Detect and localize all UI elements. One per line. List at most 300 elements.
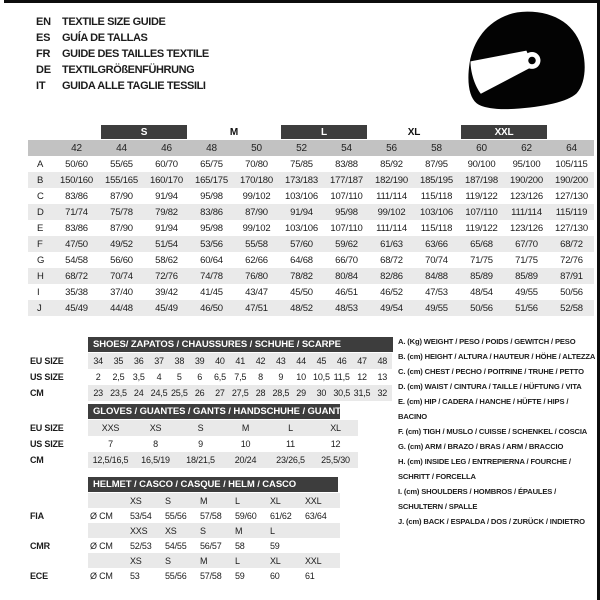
helmet-size-letter-cell: L [270,525,275,536]
size-cell: 27 [215,388,225,398]
helmet-size-letter-cell: XS [130,495,142,506]
size-group-cell [279,124,369,140]
helmet-size-cell: 59 [270,540,280,551]
helmet-size-cell: 53 [130,570,140,581]
legend-item: B. (cm) HEIGHT / ALTURA / HAUTEUR / HÖHE / ALTEZZA [398,352,596,361]
size-cell: 20/24 [234,455,257,465]
measurement-cell: 43/47 [245,286,268,298]
size-number-cell: 54 [341,142,352,154]
measurement-cell: 49/52 [110,238,133,250]
measurement-cell: 68/72 [380,254,403,266]
language-code: DE [36,64,51,76]
measurement-cell: 49/54 [380,302,403,314]
size-row [30,436,358,452]
measurement-cell: 190/200 [555,174,588,186]
row-cells [88,353,392,369]
size-cell: 2 [95,372,101,382]
helmet-size-cell: 56/57 [200,540,222,551]
measurement-cell: 41/45 [200,286,223,298]
size-cell: 37 [154,356,164,366]
measurement-cell: 61/63 [380,238,403,250]
measurement-cell: 83/86 [65,222,88,234]
size-group-bar: L [281,125,367,139]
size-cell: 24 [133,388,144,398]
standard-label: ECE [30,570,48,581]
size-cell: 39 [194,356,205,366]
gloves-table-title: GLOVES / GUANTES / GANTS / HANDSCHUHE / GUANTI [88,404,340,419]
measurement-cell: 70/80 [245,158,268,170]
measurement-cell: 59/62 [335,238,358,250]
measurement-cell: 83/86 [65,190,88,202]
measurement-cell: 52/58 [560,302,583,314]
size-cell: 4 [156,372,162,382]
size-cell: XL [330,423,341,433]
row-cells [88,523,340,538]
size-cell: 16,5/19 [141,455,170,465]
measurement-cell: 103/106 [285,190,318,202]
measurement-cell: 85/89 [515,270,538,282]
size-cell: 48 [377,356,388,366]
size-number-cell: 60 [476,142,487,154]
helmet-size-cell: 59 [235,570,245,581]
size-cell: 31,5 [353,388,371,398]
measurement-cell: 45/49 [155,302,178,314]
helmet-size-cell: 54/55 [165,540,187,551]
size-cell: 26 [194,388,205,398]
textile-group-row [28,124,594,140]
size-group-label: XL [407,126,421,138]
helmet-size-letter-cell: L [235,495,240,506]
size-cell: 3,5 [132,372,145,382]
size-cell: 45 [316,356,327,366]
measurement-cell: 48/52 [290,302,313,314]
measurement-cell: 107/110 [330,222,363,234]
size-cell: 24,5 [150,388,168,398]
legend-item: D. (cm) WAIST / CINTURA / TAILLE / HÜFTUNG / VITA [398,382,582,391]
measurement-cell: 91/94 [290,206,313,218]
measurement-legend [398,334,596,529]
row-label: CM [30,388,44,398]
guide-title: TEXTILGRÖßENFÜHRUNG [62,64,195,76]
size-row [30,452,358,468]
row-label: EU SIZE [30,423,64,433]
measurement-cell: 91/94 [155,190,178,202]
shoes-table-title: SHOES/ ZAPATOS / CHAUSSURES / SCHUHE / SCARPE [88,337,393,352]
measurement-cell: 66/70 [335,254,358,266]
size-cell: 46 [336,356,347,366]
measurement-cell: 72/76 [560,254,583,266]
measurement-cell: 55/65 [110,158,133,170]
measurement-cell: 115/118 [420,222,453,234]
measurement-cell: 85/92 [380,158,403,170]
measurement-cell: 155/165 [105,174,138,186]
size-number-cell: 42 [71,142,82,154]
measurement-cell: 45/49 [65,302,88,314]
measurement-cell: 68/72 [560,238,583,250]
size-cell: 28 [255,388,266,398]
helmet-size-letter-cell: M [200,555,208,566]
size-cell: 36 [133,356,144,366]
measurement-cell: 99/102 [242,222,271,234]
helmet-size-cell: 60 [270,570,280,581]
language-code: EN [36,16,51,28]
measurement-cell: 87/90 [110,222,133,234]
measurement-cell: 35/38 [65,286,88,298]
measurement-cell: 80/84 [335,270,358,282]
measurement-cell: 75/85 [290,158,313,170]
measurement-cell: 182/190 [375,174,408,186]
diameter-cm-label: Ø CM [90,540,113,551]
row-label-spacer [30,523,88,538]
size-cell: 41 [235,356,246,366]
size-group-bar: XXL [461,125,547,139]
measurement-cell: 95/100 [512,158,541,170]
standard-label: CMR [30,540,50,551]
helmet-size-cell: 55/56 [165,510,187,521]
legend-item: H. (cm) INSIDE LEG / ENTREPIERNA / FOURCHE / SCHRITT / FORCELLA [398,457,571,481]
guide-title: GUIDE DES TAILLES TEXTILE [62,48,209,60]
measurement-cell: 111/114 [511,206,542,218]
measurement-cell: 45/50 [290,286,313,298]
measurement-cell: 127/130 [555,190,588,202]
measurement-cell: 103/106 [285,222,318,234]
measurement-row-letter: J [37,302,42,314]
measurement-cell: 190/200 [510,174,543,186]
row-label-spacer [30,553,88,568]
measurement-cell: 170/180 [240,174,273,186]
measurement-cell: 46/51 [335,286,358,298]
legend-item: E. (cm) HIP / CADERA / HANCHE / HÜFTE / HIPS / BACINO [398,397,569,421]
measurement-cell: 173/183 [285,174,318,186]
size-cell: 23/26,5 [276,455,305,465]
row-cells [88,369,392,385]
measurement-cell: 107/110 [465,206,498,218]
row-label: US SIZE [30,372,64,382]
row-cells [88,568,340,583]
size-cell: 18/21,5 [186,455,215,465]
measurement-cell: 95/98 [200,190,223,202]
measurement-cell: 50/56 [470,302,493,314]
measurement-cell: 51/54 [155,238,178,250]
language-row [36,46,209,62]
size-group-cell [549,124,594,140]
size-cell: 28,5 [272,388,290,398]
measurement-cell: 67/70 [515,238,538,250]
size-cell: 43 [276,356,286,366]
measurement-cell: 57/60 [290,238,313,250]
measurement-cell: 87/90 [110,190,133,202]
size-cell: 12 [357,372,367,382]
size-number-cell: 50 [251,142,262,154]
row-cells [88,385,392,401]
helmet-size-letter-row [30,493,340,508]
measurement-cell: 47/53 [425,286,448,298]
measurement-row-letter: G [37,254,45,266]
measurement-cell: 48/53 [335,302,358,314]
measurement-cell: 71/74 [65,206,88,218]
row-cells [88,420,358,436]
helmet-size-table [30,477,340,583]
measurement-cell: 49/55 [425,302,448,314]
measurement-row-letter: A [37,158,44,170]
measurement-cell: 111/114 [376,190,407,202]
measurement-cell: 47/51 [245,302,268,314]
helmet-size-letter-cell: XXL [305,555,322,566]
measurement-cell: 83/88 [335,158,358,170]
helmet-size-cell: 63/64 [305,510,327,521]
helmet-size-letter-row [30,553,340,568]
measurement-cell: 46/52 [380,286,403,298]
language-row [36,78,209,94]
helmet-size-letter-cell [305,523,340,538]
measurement-cell: 56/60 [110,254,133,266]
measurement-cell: 72/76 [155,270,178,282]
measurement-cell: 37/40 [110,286,133,298]
helmet-size-letter-cell: XL [270,555,281,566]
size-cell: 32 [377,388,388,398]
measurement-cell: 50/60 [65,158,88,170]
measurement-cell: 185/195 [420,174,453,186]
measurement-row-letter: B [37,174,44,186]
measurement-cell: 99/102 [242,190,271,202]
measurement-cell: 84/88 [425,270,448,282]
legend-item: G. (cm) ARM / BRAZO / BRAS / ARM / BRACCIO [398,442,564,451]
size-group-bar: S [101,125,187,139]
helmet-size-cell: 57/58 [200,510,222,521]
row-cells [88,538,340,553]
textile-measurement-row [28,156,594,172]
size-number-cell: 64 [566,142,577,154]
size-cell: 38 [174,356,185,366]
measurement-cell: 71/75 [470,254,493,266]
guide-title: GUÍA DE TALLAS [62,32,148,44]
row-label: EU SIZE [30,356,64,366]
measurement-cell: 123/126 [510,222,543,234]
size-cell: 6 [197,372,203,382]
helmet-size-cell: 61/62 [270,510,292,521]
measurement-cell: 79/82 [155,206,178,218]
measurement-cell: 85/89 [470,270,493,282]
textile-size-header-row [28,140,594,156]
size-number-cell: 62 [521,142,532,154]
size-cell: M [241,423,250,433]
helmet-standard-row [30,538,340,553]
size-cell: 47 [357,356,367,366]
size-cell: 23 [93,388,103,398]
row-label: US SIZE [30,439,64,449]
size-group-label: M [229,126,239,138]
measurement-row-letter: H [37,270,44,282]
measurement-cell: 71/75 [515,254,538,266]
measurement-row-letter: C [37,190,44,202]
measurement-cell: 78/82 [290,270,313,282]
language-row [36,62,209,78]
helmet-size-letter-cell: M [200,495,208,506]
size-group-cell [459,124,549,140]
standard-label: FIA [30,510,44,521]
measurement-cell: 60/64 [200,254,223,266]
measurement-cell: 74/78 [200,270,223,282]
measurement-row-letter: D [37,206,44,218]
size-cell: 7,5 [234,372,247,382]
measurement-cell: 65/75 [200,158,223,170]
size-cell: 27,5 [231,388,249,398]
size-cell: L [288,423,293,433]
measurement-cell: 95/98 [200,222,223,234]
textile-measurement-row [28,188,594,204]
measurement-cell: 115/118 [420,190,453,202]
unit-spacer-cell [88,553,130,568]
textile-measurement-row [28,204,594,220]
measurement-cell: 63/66 [425,238,448,250]
measurement-cell: 103/106 [420,206,453,218]
size-cell: 6,5 [213,372,226,382]
measurement-cell: 44/48 [110,302,133,314]
helmet-size-letter-cell: XXS [130,525,148,536]
helmet-table-title: HELMET / CASCO / CASQUE / HELM / CASCO [88,477,338,492]
page-top-border [4,0,600,3]
textile-measurement-row [28,252,594,268]
size-cell: 12 [330,439,341,449]
helmet-size-letter-cell: XS [130,555,142,566]
legend-item: J. (cm) BACK / ESPALDA / DOS / ZURÜCK / INDIETRO [398,517,585,526]
shoes-size-table [30,337,393,401]
helmet-size-letter-cell: S [200,525,206,536]
measurement-cell: 90/100 [467,158,496,170]
size-cell: 25,5/30 [321,455,350,465]
helmet-size-cell: 58 [235,540,245,551]
measurement-cell: 119/122 [465,190,498,202]
measurement-cell: 150/160 [60,174,93,186]
helmet-size-letter-row [30,523,340,538]
helmet-size-cell: 61 [305,570,315,581]
textile-measurement-row [28,284,594,300]
size-cell: 2,5 [112,372,125,382]
language-code: ES [36,32,51,44]
size-row [30,353,393,369]
language-code: IT [36,80,46,92]
size-cell: S [197,423,204,433]
textile-measurement-row [28,236,594,252]
measurement-cell: 105/115 [555,158,588,170]
diameter-cm-label: Ø CM [90,570,113,581]
row-cells [88,493,340,508]
textile-size-table [28,124,594,316]
size-cell: 13 [377,372,388,382]
row-label-spacer [30,493,88,508]
helmet-size-letter-cell: L [235,555,240,566]
helmet-size-letter-cell: XL [270,495,281,506]
helmet-size-cell: 52/53 [130,540,152,551]
size-cell: 10 [240,439,251,449]
language-row [36,30,209,46]
size-cell: 10 [296,372,306,382]
measurement-cell: 83/86 [200,206,223,218]
legend-item: A. (Kg) WEIGHT / PESO / POIDS / GEWITCH / PESO [398,337,576,346]
size-number-cell: 46 [161,142,172,154]
size-cell: 34 [93,356,103,366]
size-cell: 5 [176,372,182,382]
measurement-cell: 68/72 [65,270,88,282]
textile-measurement-row [28,220,594,236]
size-cell: 12,5/16,5 [92,455,129,465]
textile-measurement-row [28,268,594,284]
size-row [30,420,358,436]
measurement-cell: 82/86 [380,270,403,282]
measurement-cell: 58/62 [155,254,178,266]
helmet-size-letter-cell: M [235,525,243,536]
row-label: CM [30,455,44,465]
guide-title: GUIDA ALLE TAGLIE TESSILI [62,80,206,92]
size-group-cell [99,124,189,140]
size-cell: 40 [215,356,225,366]
helmet-size-cell: 57/58 [200,570,222,581]
measurement-cell: 54/58 [65,254,88,266]
size-number-cell: 44 [116,142,127,154]
measurement-cell: 123/126 [510,190,543,202]
measurement-cell: 55/58 [245,238,268,250]
helmet-standard-row [30,508,340,523]
size-cell: 30,5 [333,388,351,398]
measurement-cell: 87/90 [245,206,268,218]
helmet-size-cell: 59/60 [235,510,257,521]
size-group-cell [28,124,99,140]
measurement-cell: 91/94 [155,222,178,234]
size-group-cell [369,124,459,140]
size-cell: 9 [198,439,203,449]
measurement-cell: 60/70 [155,158,178,170]
helmet-size-letter-cell: XXL [305,495,322,506]
row-cells [88,436,358,452]
measurement-row-letter: I [37,286,40,298]
size-cell: 35 [113,356,124,366]
unit-spacer-cell [88,493,130,508]
row-cells [88,508,340,523]
measurement-cell: 39/42 [155,286,178,298]
helmet-size-letter-cell: S [165,555,171,566]
legend-item: I. (cm) SHOULDERS / HOMBROS / ÉPAULES / SCHULTERN / SPALLE [398,487,557,511]
size-cell: 9 [278,372,284,382]
language-code: FR [36,48,51,60]
measurement-cell: 111/114 [376,222,407,234]
measurement-cell: 64/68 [290,254,313,266]
measurement-cell: 62/66 [245,254,268,266]
size-cell: 10,5 [313,372,330,382]
size-cell: 23,5 [110,388,127,398]
measurement-cell: 177/187 [330,174,363,186]
row-cells [88,452,358,468]
measurement-cell: 76/80 [245,270,268,282]
gloves-size-table [30,404,358,468]
size-number-cell: 58 [431,142,442,154]
measurement-cell: 187/198 [465,174,498,186]
measurement-cell: 65/68 [470,238,493,250]
measurement-cell: 53/56 [200,238,223,250]
size-cell: 30 [316,388,327,398]
measurement-cell: 51/56 [515,302,538,314]
guide-title: TEXTILE SIZE GUIDE [62,16,166,28]
diameter-cm-label: Ø CM [90,510,113,521]
title-block [36,14,209,94]
legend-item: F. (cm) TIGH / MUSLO / CUISSE / SCHENKEL / COSCIA [398,427,588,436]
measurement-cell: 99/102 [377,206,406,218]
measurement-cell: 160/170 [150,174,183,186]
helmet-size-cell: 53/54 [130,510,152,521]
size-cell: 25,5 [170,388,188,398]
size-number-cell: 48 [206,142,217,154]
size-number-cell: 56 [386,142,397,154]
measurement-cell: 70/74 [425,254,448,266]
